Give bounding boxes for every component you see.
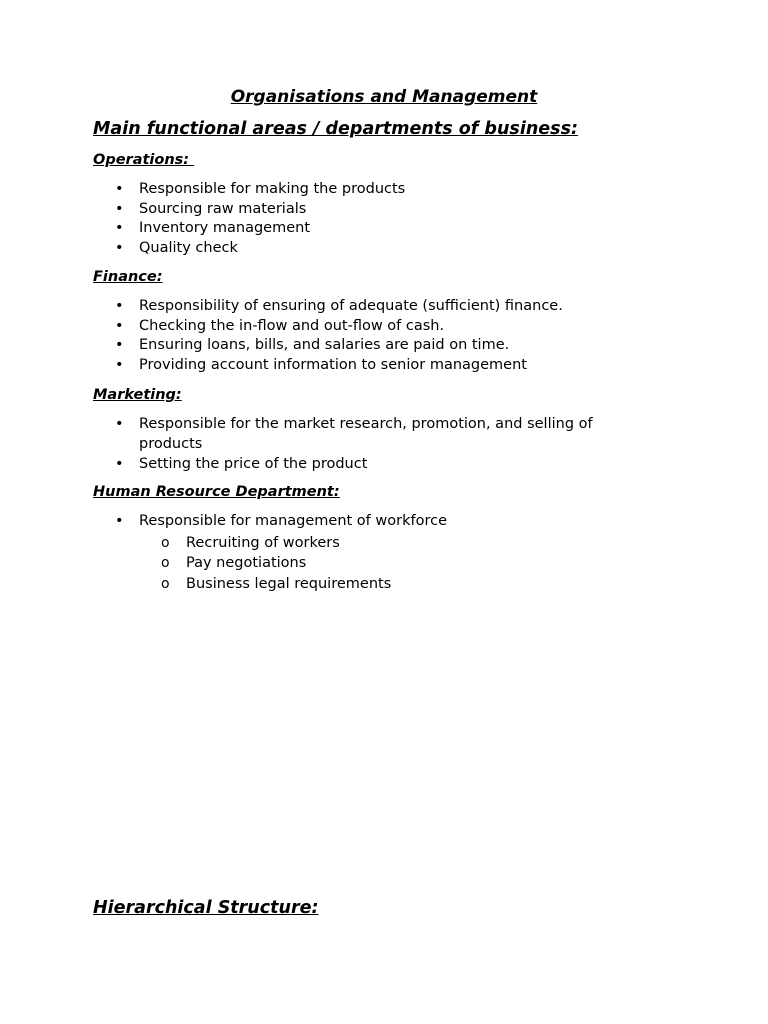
list-item: • Setting the price of the product [93,454,653,474]
list-item: • Responsible for the market research, promotion, and selling of products [93,414,653,454]
section-heading-marketing: Marketing: [93,387,182,403]
list-item: • Responsible for making the products [93,180,653,200]
sub-list-item: o Business legal requirements [139,574,653,595]
section-heading-human-resource: Human Resource Department: [93,484,340,500]
marketing-list [93,414,653,474]
list-item [93,512,653,594]
sub-list-item: o Pay negotiations [139,553,653,574]
list-item: • Responsibility of ensuring of adequate (sufficient) finance. [93,297,653,317]
operations-list [93,180,653,258]
list-item-text: Responsible for management of workforce [139,513,447,529]
main-heading: Main functional areas / departments of business: [93,119,578,139]
hierarchical-structure-heading: Hierarchical Structure: [93,898,319,918]
section-heading-operations: Operations: [93,152,195,168]
document-title: Organisations and Management [230,87,538,107]
finance-list [93,297,653,375]
list-item: • Providing account information to senior management [93,356,653,376]
list-item: • Sourcing raw materials [93,200,653,220]
sub-list-item: o Recruiting of workers [139,533,653,554]
human-resource-list [93,512,653,594]
list-item: • Ensuring loans, bills, and salaries are paid on time. [93,336,653,356]
list-item: • Checking the in-flow and out-flow of cash. [93,317,653,337]
list-item: • Quality check [93,239,653,259]
human-resource-sublist [139,533,653,595]
section-heading-finance: Finance: [93,269,163,285]
list-item: • Inventory management [93,219,653,239]
